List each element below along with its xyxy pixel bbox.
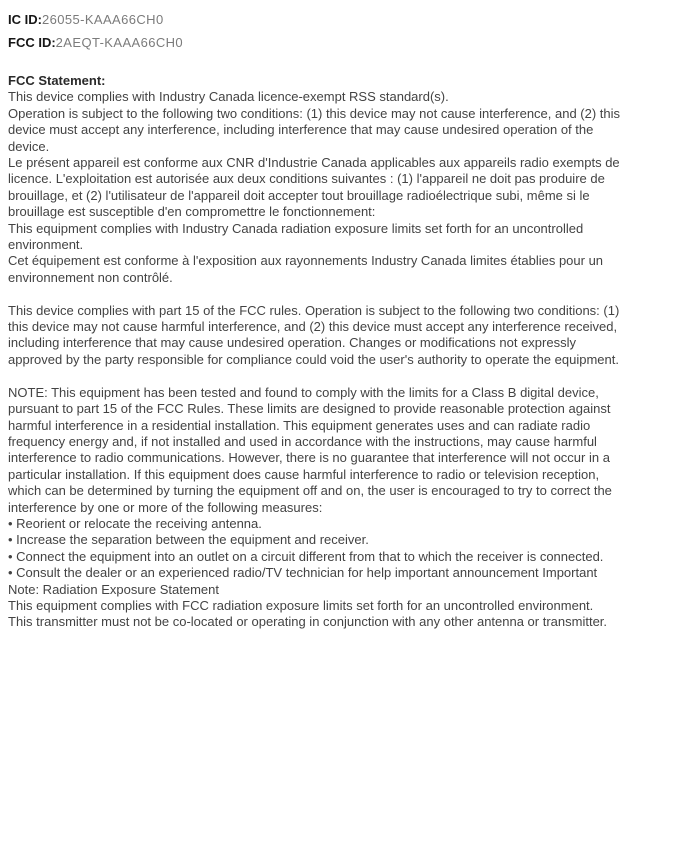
doc-line: pursuant to part 15 of the FCC Rules. These limits are designed to provide reasonable protection against: [8, 401, 611, 417]
ic-id-line: [8, 8, 682, 31]
doc-line: This device complies with Industry Canada licence-exempt RSS standard(s).: [8, 89, 449, 105]
doc-line: brouillage est susceptible d'en compromettre le fonctionnement:: [8, 204, 376, 220]
doc-line: device.: [8, 138, 50, 154]
doc-line: particular installation. If this equipment does cause harmful interference to radio or television reception,: [8, 466, 600, 482]
fcc-id-label: FCC ID:: [8, 35, 56, 50]
paragraph-class-b-note: [8, 385, 682, 631]
doc-line-bullet: • Increase the separation between the equipment and receiver.: [8, 532, 369, 548]
doc-line: which can be determined by turning the equipment off and on, the user is encouraged to try to correct the: [8, 483, 612, 499]
doc-line-bullet: • Consult the dealer or an experienced radio/TV technician for help important announcement Important: [8, 565, 598, 581]
doc-line-bullet: • Reorient or relocate the receiving antenna.: [8, 515, 262, 531]
doc-line: interference to radio communications. However, there is no guarantee that interference will not occur in a: [8, 450, 610, 466]
fcc-statement-heading: FCC Statement:: [8, 73, 106, 88]
doc-line: harmful interference in a residential installation. This equipment generates uses and can radiate radio: [8, 417, 591, 433]
ic-id-label: IC ID:: [8, 12, 42, 27]
doc-line: Operation is subject to the following two conditions: (1) this device may not cause interference, and (2) this: [8, 105, 621, 121]
doc-line: NOTE: This equipment has been tested and found to comply with the limits for a Class B digital device,: [8, 384, 599, 400]
doc-line: including interference that may cause undesired operation. Changes or modifications not expressly: [8, 335, 576, 351]
paragraph-industry-canada: [8, 89, 682, 286]
doc-line: licence. L'exploitation est autorisée aux deux conditions suivantes : (1) l'appareil ne doit pas produire de: [8, 171, 605, 187]
doc-line: this device may not cause harmful interference, and (2) this device must accept any interference received,: [8, 319, 618, 335]
doc-line: This equipment complies with Industry Canada radiation exposure limits set forth for an uncontrolled: [8, 220, 584, 236]
doc-line: interference by one or more of the following measures:: [8, 499, 323, 515]
doc-line: Le présent appareil est conforme aux CNR d'Industrie Canada applicables aux appareils radio exempts de: [8, 155, 620, 171]
doc-line: environment.: [8, 237, 84, 253]
doc-line: environnement non contrôlé.: [8, 269, 173, 285]
doc-line: Cet équipement est conforme à l'exposition aux rayonnements Industry Canada limites établies pour un: [8, 253, 604, 269]
doc-line: This transmitter must not be co-located or operating in conjunction with any other antenna or transmitter.: [8, 614, 608, 630]
fcc-id-line: [8, 31, 682, 54]
doc-line: frequency energy and, if not installed and used in accordance with the instructions, may cause harmful: [8, 433, 597, 449]
doc-line: approved by the party responsible for compliance could void the user's authority to operate the equipment.: [8, 351, 619, 367]
doc-line: This device complies with part 15 of the FCC rules. Operation is subject to the following two conditions: (1): [8, 302, 620, 318]
fcc-id-value: 2AEQT-KAAA66CH0: [55, 35, 184, 50]
ic-id-value: 26055-KAAA66CH0: [41, 12, 164, 27]
doc-line: This equipment complies with FCC radiation exposure limits set forth for an uncontrolled environment.: [8, 597, 594, 613]
paragraph-fcc-part15: [8, 303, 682, 369]
doc-line: device must accept any interference, including interference that may cause undesired operation of the: [8, 122, 594, 138]
doc-line: Note: Radiation Exposure Statement: [8, 581, 220, 597]
doc-line-bullet: • Connect the equipment into an outlet on a circuit different from that to which the receiver is connected.: [8, 548, 604, 564]
doc-line: brouillage, et (2) l'utilisateur de l'appareil doit accepter tout brouillage radioélectrique subi, même si le: [8, 187, 590, 203]
